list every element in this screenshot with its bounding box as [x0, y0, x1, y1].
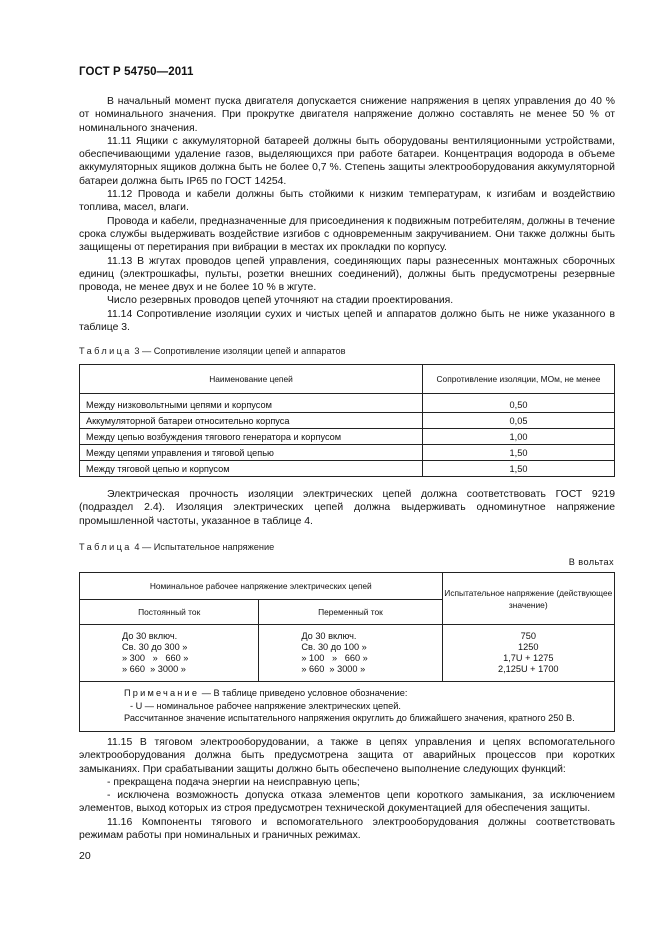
paragraph: Провода и кабели, предназначенные для присоединения к подвижным потребителям, должны в течение срока службы выдерживать воздействие изгибов с одновременным закручиванием. Они также должны быть защищены от перетирания при вибрации в местах их прокладки по корпусу. — [79, 215, 615, 254]
table4 — [79, 572, 615, 732]
circuit-name: Между цепями управления и тяговой цепью — [80, 445, 423, 461]
note-line — [124, 687, 604, 700]
resistance-value: 0,50 — [423, 394, 615, 413]
test-value: 1250 — [518, 642, 539, 652]
test-value: 750 — [520, 631, 536, 641]
table4-header-test: Испытательное напряжение (действующее значение) — [442, 573, 614, 625]
resistance-value: 0,05 — [423, 413, 615, 429]
table3-header-name: Наименование цепей — [80, 365, 423, 394]
page-number: 20 — [79, 850, 91, 862]
paragraph: 11.13 В жгутах проводов цепей управления, соединяющих пары разнесенных монтажных сборочных единиц (электрошкафы, пульты, розетки внешних соединений), должны быть предусмотрены резервные провода, не менее двух и не более 10 % в жгуте. — [79, 255, 615, 294]
paragraph: 11.14 Сопротивление изоляции сухих и чистых цепей и аппаратов должно быть не ниже указанного в таблице 3. — [79, 308, 615, 334]
table-row — [80, 429, 615, 445]
table4-header-dc: Постоянный ток — [80, 600, 259, 625]
paragraph: Число резервных проводов цепей уточняют на стадии проектирования. — [107, 295, 454, 307]
paragraph: В начальный момент пуска двигателя допускается снижение напряжения в цепях управления до 40 % от номинального значения. При прокрутке двигателя напряжение должно составлять не менее 50 % от номинального значения. — [79, 96, 615, 134]
table3 — [79, 364, 615, 477]
bottom-text-block — [79, 736, 615, 842]
resistance-value: 1,50 — [423, 445, 615, 461]
circuit-name: Между низковольтными цепями и корпусом — [80, 394, 423, 413]
paragraph: 11.12 Провода и кабели должны быть стойкими к низким температурам, к изгибам и воздействию топлива, масел, влаги. — [79, 189, 615, 214]
table-row — [80, 394, 615, 413]
test-value: 2,125U + 1700 — [498, 664, 559, 674]
circuit-name: Между цепью возбуждения тягового генератора и корпусом — [80, 429, 423, 445]
ac-value: » 100 » 660 » — [301, 653, 368, 663]
paragraph: Электрическая прочность изоляции электрических цепей должна соответствовать ГОСТ 9219 (подраздел 2.4). Изоляция электрических цепей должна выдерживать одноминутное напряжение промышленной частоты, указанное в таблице 4. — [79, 489, 615, 527]
document-header: ГОСТ Р 54750—2011 — [79, 66, 194, 78]
paragraph: 11.16 Компоненты тягового и вспомогательного электрооборудования должны соответствовать режимам работы при номинальных и граничных режимах. — [79, 816, 615, 842]
table3-header-resistance: Сопротивление изоляции, МОм, не менее — [423, 365, 615, 394]
dc-voltage-cell — [80, 625, 259, 682]
ac-value: До 30 включ. — [301, 631, 357, 641]
note-item: - U — номинальное рабочее напряжение электрических цепей. — [130, 700, 401, 711]
list-item: - исключена возможность допуска отказа элементов цепи короткого замыкания, за исключением элементов, выход которых из строя предусмотрен технической документацией для обеспечения защиты. — [79, 790, 615, 815]
circuit-name: Аккумуляторной батареи относительно корпуса — [80, 413, 423, 429]
ac-voltage-cell — [259, 625, 442, 682]
caption-text: 4 — Испытательное напряжение — [134, 542, 275, 552]
caption-word: Таблица — [79, 346, 132, 356]
table-row — [80, 413, 615, 429]
test-value: 1,7U + 1275 — [503, 653, 554, 663]
resistance-value: 1,00 — [423, 429, 615, 445]
circuit-name: Между тяговой цепью и корпусом — [80, 461, 423, 477]
top-text-block — [79, 95, 615, 334]
table4-note — [80, 682, 615, 732]
dc-value: Св. 30 до 300 » — [122, 642, 188, 652]
paragraph: 11.11 Ящики с аккумуляторной батареей должны быть оборудованы вентиляционными устройствами, обеспечивающими удаление газов, выделяющихся при работе батареи. Концентрация водорода в объеме аккумуляторных ящиков должна быть не более 0,7 %. Степень защиты электрооборудования аккумуляторной батареи должна быть IP65 по ГОСТ 14254. — [79, 135, 615, 187]
paragraph: 11.15 В тяговом электрооборудовании, а также в цепях управления и цепях вспомогательного электрооборудования должна быть предусмотрена защита от аварийных процессов при коротких замыканиях. При срабатывании защиты должно быть обеспечено выполнение следующих функций: — [79, 737, 615, 775]
table-row — [80, 461, 615, 477]
ac-value: » 660 » 3000 » — [301, 664, 366, 674]
note-last: Рассчитанное значение испытательного напряжения округлить до ближайшего значения, кратного 250 В. — [124, 713, 575, 723]
table4-header-ac: Переменный ток — [259, 600, 442, 625]
caption-text: 3 — Сопротивление изоляции цепей и аппаратов — [134, 346, 346, 356]
resistance-value: 1,50 — [423, 461, 615, 477]
table4-header-group: Номинальное рабочее напряжение электрических цепей — [80, 573, 443, 600]
table-note-row — [80, 682, 615, 732]
mid-text-block — [79, 488, 615, 528]
dc-value: » 300 » 660 » — [122, 653, 189, 663]
dc-value: » 660 » 3000 » — [122, 664, 186, 674]
list-item: - прекращена подача энергии на неисправную цепь; — [107, 776, 360, 788]
table4-caption — [79, 542, 274, 552]
test-voltage-cell — [442, 625, 614, 682]
table3-caption — [79, 346, 345, 356]
note-text: — В таблице приведено условное обозначение: — [201, 688, 408, 698]
table-row — [80, 445, 615, 461]
note-word: Примечание — [124, 688, 200, 698]
dc-value: До 30 включ. — [122, 631, 178, 641]
ac-value: Св. 30 до 100 » — [301, 642, 367, 652]
caption-word: Таблица — [79, 542, 132, 552]
table-row — [80, 625, 615, 682]
table4-unit-note: В вольтах — [568, 557, 614, 567]
